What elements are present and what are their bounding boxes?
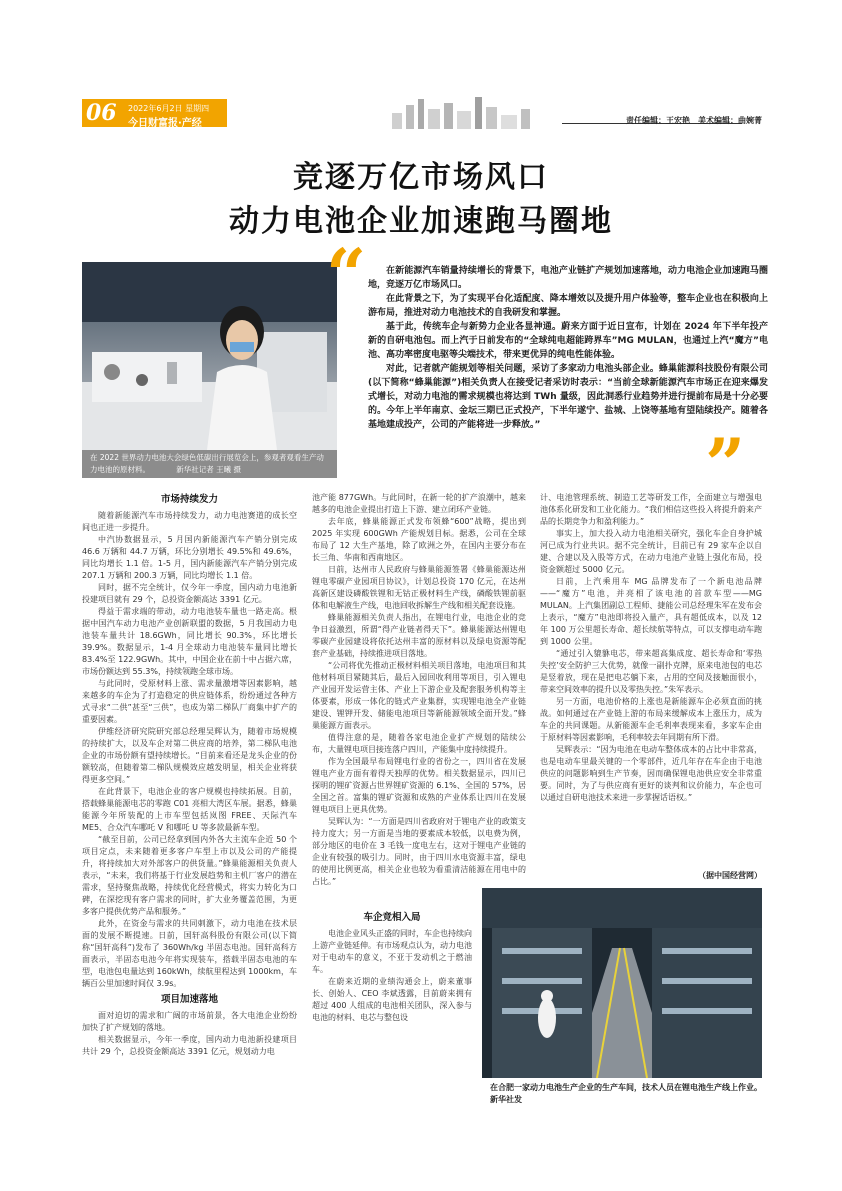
issue-date: 2022年6月2日 星期四 — [128, 104, 210, 113]
body-paragraph: 去年底，蜂巢能源正式发布领蜂“600”战略，提出到 2025 年实现 600GWh 产能规划目标。据悉，公司在全球布局了 12 大生产基地，除了欧洲之外，在国内主要分布在长三角、华南和西南地区。 — [312, 517, 526, 562]
body-paragraph: 同时，据不完全统计，仅今年一季度，国内动力电池新投建项目就有 29 个，总投资金额高达 3391 亿元。 — [82, 583, 297, 604]
editors-credit: 责任编辑：王宏艳 美术编辑：曲婉菁 — [626, 116, 762, 125]
body-paragraph: 相关数据显示，今年一季度，国内动力电池新投建项目共计 29 个，总投资金额高达 3391 亿元，规划动力电 — [82, 1035, 297, 1056]
lead-summary — [368, 264, 768, 432]
skyline-graphic — [382, 95, 542, 129]
body-paragraph: 日前，上汽乘用车 MG 品牌发布了一个新电池品牌——“魔方”电池，并亮相了该电池的首款车型——MG MULAN。上汽集团副总工程师、捷能公司总经理朱军在发布会上表示，“魔方”电池即将投入量产，具有超低成本，以及 12 年 100 万公里超长寿命、超长续航等特点，可以支撑电动车跑到 1000 公里。 — [540, 577, 762, 646]
lead-paragraph: 在新能源汽车销量持续增长的背景下，电池产业链扩产规划加速落地，动力电池企业加速跑马圈地，竞逐万亿市场风口。 — [368, 266, 768, 290]
photo2-caption: 在合肥一家动力电池生产企业的生产车间，技术人员在锂电池生产线上作业。 新华社发 — [490, 1083, 830, 1104]
lead-paragraph: 在此背景之下，为了实现平台化适配度、降本增效以及提升用户体验等，整车企业也在积极向上游布局，推进对动力电池技术的自我研发和掌握。 — [368, 294, 768, 318]
body-paragraph: 作为全国最早布局锂电行业的省份之一，四川省在发展锂电产业方面有着得天独厚的优势。相关数据显示，四川已探明的锂矿资源占世界锂矿资源的 6.1%、全国的 57%，居全国之首。富集的锂矿资源和成熟的产业体系让四川在发展锂电项目上更具优势。 — [312, 757, 526, 814]
body-paragraph: 随着新能源汽车市场持续发力，动力电池赛道的成长空间也正进一步提升。 — [82, 511, 297, 532]
body-paragraph: 日前，达州市人民政府与蜂巢能源签署《蜂巢能源达州锂电零碳产业园项目协议》，计划总投资 170 亿元，在达州高新区建设磷酸铁锂和无钴正极材料生产线，磷酸铁锂前驱体和电解液生产线，电池回收拆解生产线和相关配套设施。 — [312, 565, 526, 610]
body-paragraph: 得益于需求端的带动，动力电池装车量也一路走高。根据中国汽车动力电池产业创新联盟的数据，5 月我国动力电池装车量共计 18.6GWh，同比增长 90.3%，环比增长 39.9%。数据显示，1-4 月全球动力电池装车量同比增长 83.4%至 122.9GWh。其中，中国企业在前十中占据六席，市场份额达到 55.3%，持续领跑全球市场。 — [82, 607, 297, 676]
section-heading: 车企竞相入局 — [363, 912, 421, 923]
factory-photo — [482, 888, 762, 1078]
exhibition-photo — [82, 262, 337, 450]
body-paragraph: 吴辉表示：“因为电池在电动车整体成本的占比中非常高，也是电动车里最关键的一个零部件，近几年存在车企由于电池供应的问题影响到生产节奏，因而确保锂电池供应安全非常重要。同时，为了与供应商有更好的谈判和议价能力，车企也可以通过自研电池技术来进一步掌握话语权。” — [540, 745, 762, 802]
body-paragraph: 与此同时，受原材料上涨、需求量激增等因素影响，越来越多的车企为了打造稳定的供应链体系，纷纷通过各种方式寻求“二供”甚至“三供”，也成为第二梯队厂商集中扩产的重要因素。 — [82, 679, 297, 724]
body-paragraph: 吴辉认为：“一方面是四川省政府对于锂电产业的政策支持力度大；另一方面是当地的要素成本较低，以电费为例，部分地区的电价在 3 毛钱一度电左右，这对于锂电产业链的企业有较强的吸引力。同时，由于四川水电资源丰富，绿电的使用比例更高，相关企业也较为看重清洁能源在用电中的占比。” — [312, 817, 526, 886]
page-number: 06 — [86, 100, 117, 126]
body-paragraph: 电池企业风头正盛的同时，车企也持续向上游产业链延伸。有市场观点认为，动力电池对于电动车的意义，不亚于发动机之于燃油车。 — [312, 929, 472, 974]
body-paragraph: “公司将优先推动正极材料相关项目落地，电池项目和其他材料项目紧随其后，最后入园回收利用等项目，引入锂电产业园开发运营主体、产业上下游企业及配套服务机构等主体要素，形成一体化的链式产业集群，实现锂电池全产业链建设、锂钾开发、储能电池项目等新能源领域全面开发。”蜂巢能源方面表示。 — [312, 661, 526, 730]
body-paragraph: 在此背景下，电池企业的客户规模也持续拓展。目前，搭载蜂巢能源电芯的零跑 C01 亮相大湾区车展。据悉，蜂巢能源今年所装配的上市车型包括岚图 FREE、天际汽车 ME5、合众汽车哪吒 V 和哪吒 U 等多款最新车型。 — [82, 787, 297, 832]
page-header — [82, 95, 762, 131]
body-paragraph: 在蔚来近期的业绩沟通会上，蔚来董事长、创始人、CEO 李斌透露，目前蔚来拥有超过 400 人组成的电池相关团队，深入参与电池的材料、电芯与整包设 — [312, 977, 472, 1022]
headline-line-2: 动力电池企业加速跑马圈地 — [229, 204, 613, 239]
body-paragraph: 此外，在资金与需求的共同刺激下，动力电池在技术层面的发展不断提速。日前，国轩高科股份有限公司(以下简称“国轩高科”)发布了 360Wh/kg 半固态电池。国轩高科方面表示，半固态电池今年将实现装车，搭载半固态电池的车型，电池包电量达到 160kWh，续航里程达到 1000km，车辆百公里加速时间仅 3.9s。 — [82, 919, 297, 988]
lead-paragraph: 基于此，传统车企与新势力企业各显神通。蔚来方面于近日宣布，计划在 2024 年下半年投产新的自研电池包。而上汽于日前发布的“全球纯电超能跨界车”MG MULAN，也通过上汽“魔方”电池、高功率密度电驱等尖端技术，带来更优异的纯电性能体验。 — [368, 322, 768, 360]
section-heading: 市场持续发力 — [160, 494, 218, 505]
body-paragraph: “截至目前，公司已经拿到国内外各大主流车企近 50 个项目定点，未来随着更多客户车型上市以及公司的产能提升，将持续加大对外部客户的供货量。”蜂巢能源相关负责人表示，“未来，我们将基于行业发展趋势和主机厂客户的潜在需求，坚持聚焦战略，持续优化经营模式，将实力转化为口碑，在深挖现有客户需求的同时，扩大业务覆盖范围，为更多客户提供优势产品和服务。” — [82, 835, 297, 916]
section-heading: 项目加速落地 — [160, 994, 218, 1005]
close-quote-icon: ” — [705, 423, 746, 506]
source-credit: （据中国经营网） — [698, 871, 762, 880]
body-paragraph: 事实上，加大投入动力电池相关研究，强化车企自身护城河已成为行业共识。据不完全统计，目前已有 29 家车企以自建、合建以及入股等方式，在动力电池产业链上强化布局，投资金额超过 5000 亿元。 — [540, 529, 762, 574]
article-column-2-lower — [312, 908, 472, 1024]
body-paragraph: 另一方面，电池价格的上涨也是新能源车企必须直面的挑战。如何通过在产业链上游的布局来缓解成本上涨压力，成为车企的共同课题。从新能源车企毛利率表现来看，多家车企由于原材料等因素影响，毛利率较去年同期有所下滑。 — [540, 697, 762, 742]
body-paragraph: 池产能 877GWh。与此同时，在新一轮的扩产浪潮中，越来越多的电池企业提出打造上下游、建立闭环产业链。 — [312, 493, 526, 514]
lead-paragraph: 对此，记者就产能规划等相关问题，采访了多家动力电池头部企业。蜂巢能源科技股份有限公司(以下简称“蜂巢能源”)相关负责人在接受记者采访时表示：“当前全球新能源汽车市场正在迎来爆发式增长，对动力电池的需求规模也将达到 TWh 量级，因此洞悉行业趋势并进行提前布局是十分必要的。今年上半年南京、金坛三期已正式投产，下半年遂宁、盐城、上饶等基地有望陆续投产。随着各基地建成投产，公司的产能将进一步释放。” — [368, 364, 768, 430]
photo1-caption: 在 2022 世界动力电池大会绿色低碳出行展览会上，参观者观看生产动力电池的原材料。 新华社记者 王曦 摄 — [82, 450, 337, 478]
body-paragraph: 值得注意的是，随着各家电池企业扩产规划的陆续公布，大量锂电项目接连落户四川，产能集中度持续提升。 — [312, 733, 526, 754]
article-column-3 — [540, 492, 762, 804]
open-quote-icon: “ — [326, 233, 367, 316]
article-column-1 — [82, 490, 297, 1058]
body-paragraph: 伊维经济研究院研究部总经理吴辉认为，随着市场规模的持续扩大，以及车企对第二供应商的培养，第二梯队电池企业的市场份额有望持续增长。“目前来看还是龙头企业的份额较高，但随着第二梯队规模效应越发明显，相关企业将获得更多空间。” — [82, 727, 297, 784]
body-paragraph: “通过引入貔貅电芯，带来超高集成度、超长寿命和‘零热失控’安全防护三大优势，就像一副扑克牌，原来电池包的电芯是竖着放，现在是把电芯躺下来，占用的空间及接触面很小，带来空间效率的提升以及零热失控。”朱军表示。 — [540, 649, 762, 694]
body-paragraph: 蜂巢能源相关负责人指出，在锂电行业，电池企业的竞争日益激烈，所谓“得产业链者得天下”。蜂巢能源达州锂电零碳产业园建设将依托达州丰富的原材料以及绿电资源等配套产业基础，持续推进项目落地。 — [312, 613, 526, 658]
headline-line-1: 竞逐万亿市场风口 — [293, 160, 549, 195]
body-paragraph: 面对迫切的需求和广阔的市场前景，各大电池企业纷纷加快了扩产规划的落地。 — [82, 1011, 297, 1032]
body-paragraph: 中汽协数据显示，5 月国内新能源汽车产销分别完成 46.6 万辆和 44.7 万辆，环比分别增长 49.5%和 49.6%，同比均增长 1.1 倍。1-5 月，国内新能源汽车产销分别完成 207.1 万辆和 200.3 万辆，同比均增长 1.1 倍。 — [82, 535, 297, 580]
section-name: 今日财富报·产经 — [128, 118, 202, 129]
body-paragraph: 计、电池管理系统、制造工艺等研发工作，全面建立与增强电池体系化研发和工业化能力。“我们相信这些投入将提升蔚来产品的长期竞争力和盈利能力。” — [540, 493, 762, 526]
article-column-2 — [312, 492, 526, 888]
page-number-box — [82, 99, 227, 127]
